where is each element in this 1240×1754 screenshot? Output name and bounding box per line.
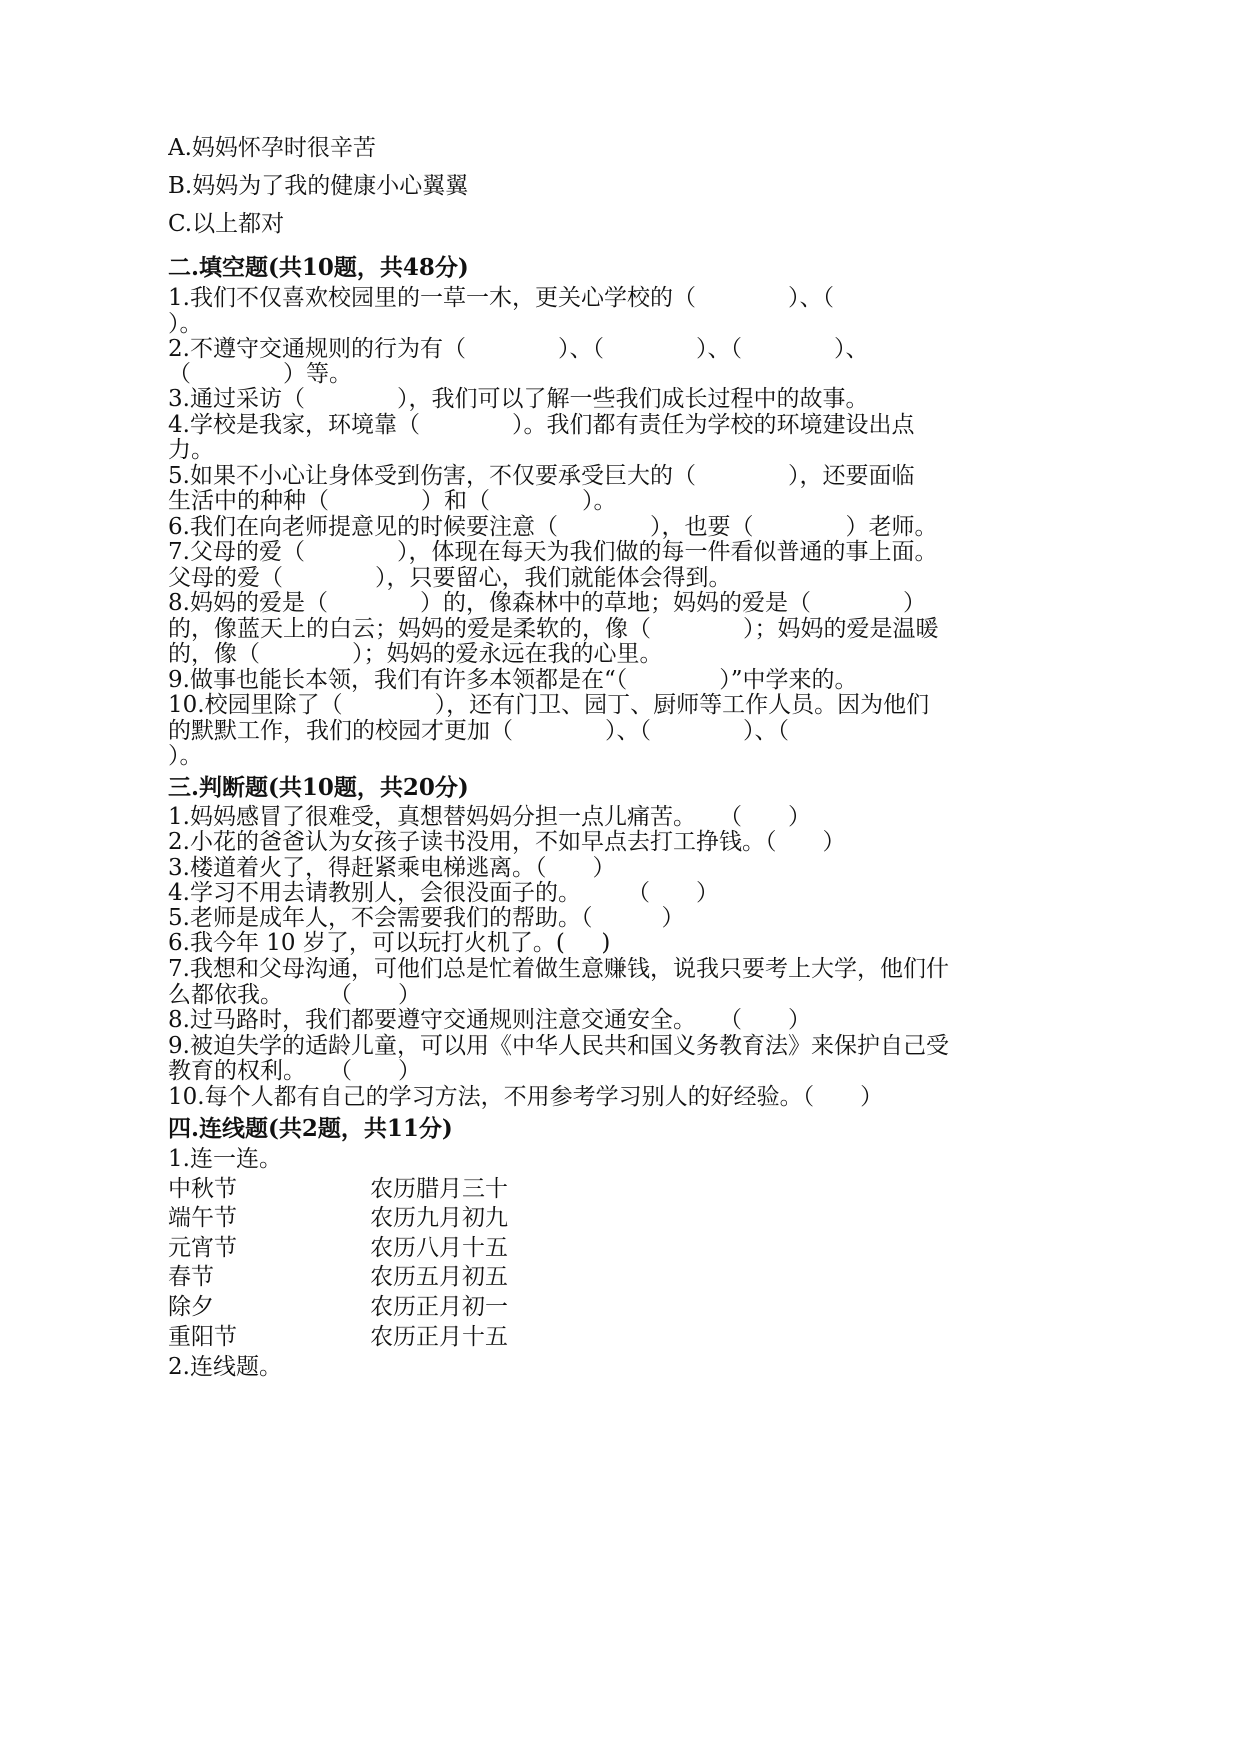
fill-in-q5-line2: 生活中的种种（ ）和（ ）。 [168, 488, 617, 514]
fill-in-q10-line2: 的默默工作，我们的校园才更加（ ）、（ ）、（ [168, 718, 789, 744]
matching-left-item: 中秋节 [168, 1176, 237, 1202]
fill-in-q5-line1: 5.如果不小心让身体受到伤害，不仅要承受巨大的（ ），还要面临 [168, 463, 915, 489]
fill-in-q8-line2: 的，像蓝天上的白云；妈妈的爱是柔软的，像（ ）；妈妈的爱是温暖 [168, 616, 939, 642]
matching-q2-prompt: 2.连线题。 [168, 1354, 282, 1380]
true-false-q9-line1: 9.被迫失学的适龄儿童，可以用《中华人民共和国义务教育法》来保护自己受 [168, 1033, 949, 1059]
fill-in-q8-line1: 8.妈妈的爱是（ ）的，像森林中的草地；妈妈的爱是（ ） [168, 590, 926, 616]
fill-in-q6: 6.我们在向老师提意见的时候要注意（ ），也要（ ）老师。 [168, 514, 938, 540]
true-false-q2: 2.小花的爸爸认为女孩子读书没用，不如早点去打工挣钱。（ ） [168, 829, 846, 855]
true-false-q7-line1: 7.我想和父母沟通，可他们总是忙着做生意赚钱，说我只要考上大学，他们什 [168, 956, 949, 982]
matching-left-item: 元宵节 [168, 1235, 237, 1261]
fill-in-heading: 二.填空题(共10题，共48分) [168, 255, 469, 281]
option-a: A.妈妈怀孕时很辛苦 [168, 135, 376, 161]
fill-in-q8-line3: 的，像（ ）；妈妈的爱永远在我的心里。 [168, 641, 663, 667]
fill-in-q7-line1: 7.父母的爱（ ），体现在每天为我们做的每一件看似普通的事上面。 [168, 539, 938, 565]
fill-in-q4-line2: 力。 [168, 437, 214, 463]
matching-heading: 四.连线题(共2题，共11分) [168, 1116, 453, 1142]
option-b: B.妈妈为了我的健康小心翼翼 [168, 173, 469, 199]
fill-in-q2-line1: 2.不遵守交通规则的行为有（ ）、（ ）、（ ）、 [168, 336, 869, 362]
fill-in-q10-line1: 10.校园里除了（ ），还有门卫、园丁、厨师等工作人员。因为他们 [168, 692, 930, 718]
fill-in-q2-line2: （ ）等。 [168, 361, 352, 387]
true-false-q8: 8.过马路时，我们都要遵守交通规则注意交通安全。 （ ） [168, 1007, 811, 1033]
matching-left-item: 端午节 [168, 1205, 237, 1231]
matching-left-item: 春节 [168, 1264, 214, 1290]
matching-right-item: 农历正月十五 [370, 1324, 508, 1350]
matching-right-item: 农历八月十五 [370, 1235, 508, 1261]
true-false-heading: 三.判断题(共10题，共20分) [168, 775, 469, 801]
true-false-q4: 4.学习不用去请教别人，会很没面子的。 （ ） [168, 880, 719, 906]
matching-q1-prompt: 1.连一连。 [168, 1146, 282, 1172]
fill-in-q7-line2: 父母的爱（ ），只要留心，我们就能体会得到。 [168, 565, 732, 591]
fill-in-q4-line1: 4.学校是我家，环境靠（ ）。我们都有责任为学校的环境建设出点 [168, 412, 915, 438]
matching-right-item: 农历九月初九 [370, 1205, 508, 1231]
true-false-q3: 3.楼道着火了，得赶紧乘电梯逃离。（ ） [168, 855, 616, 881]
true-false-q6: 6.我今年 10 岁了，可以玩打火机了。( ) [168, 930, 611, 956]
fill-in-q9: 9.做事也能长本领，我们有许多本领都是在“（ ）”中学来的。 [168, 667, 858, 693]
true-false-q5: 5.老师是成年人，不会需要我们的帮助。（ ） [168, 905, 685, 931]
matching-right-item: 农历腊月三十 [370, 1176, 508, 1202]
fill-in-q10-line3: ）。 [168, 743, 203, 769]
fill-in-q1-line2: ）。 [168, 311, 203, 337]
matching-right-item: 农历五月初五 [370, 1264, 508, 1290]
true-false-q1: 1.妈妈感冒了很难受，真想替妈妈分担一点儿痛苦。 （ ） [168, 804, 811, 830]
fill-in-q3: 3.通过采访（ ），我们可以了解一些我们成长过程中的故事。 [168, 386, 869, 412]
fill-in-q1-line1: 1.我们不仅喜欢校园里的一草一木，更关心学校的（ ）、（ [168, 285, 834, 311]
true-false-q10: 10.每个人都有自己的学习方法，不用参考学习别人的好经验。（ ） [168, 1084, 884, 1110]
matching-left-item: 除夕 [168, 1294, 214, 1320]
true-false-q7-line2: 么都依我。 （ ） [168, 982, 421, 1008]
true-false-q9-line2: 教育的权利。 （ ） [168, 1058, 421, 1084]
matching-left-item: 重阳节 [168, 1324, 237, 1350]
option-c: C.以上都对 [168, 211, 285, 237]
matching-right-item: 农历正月初一 [370, 1294, 508, 1320]
